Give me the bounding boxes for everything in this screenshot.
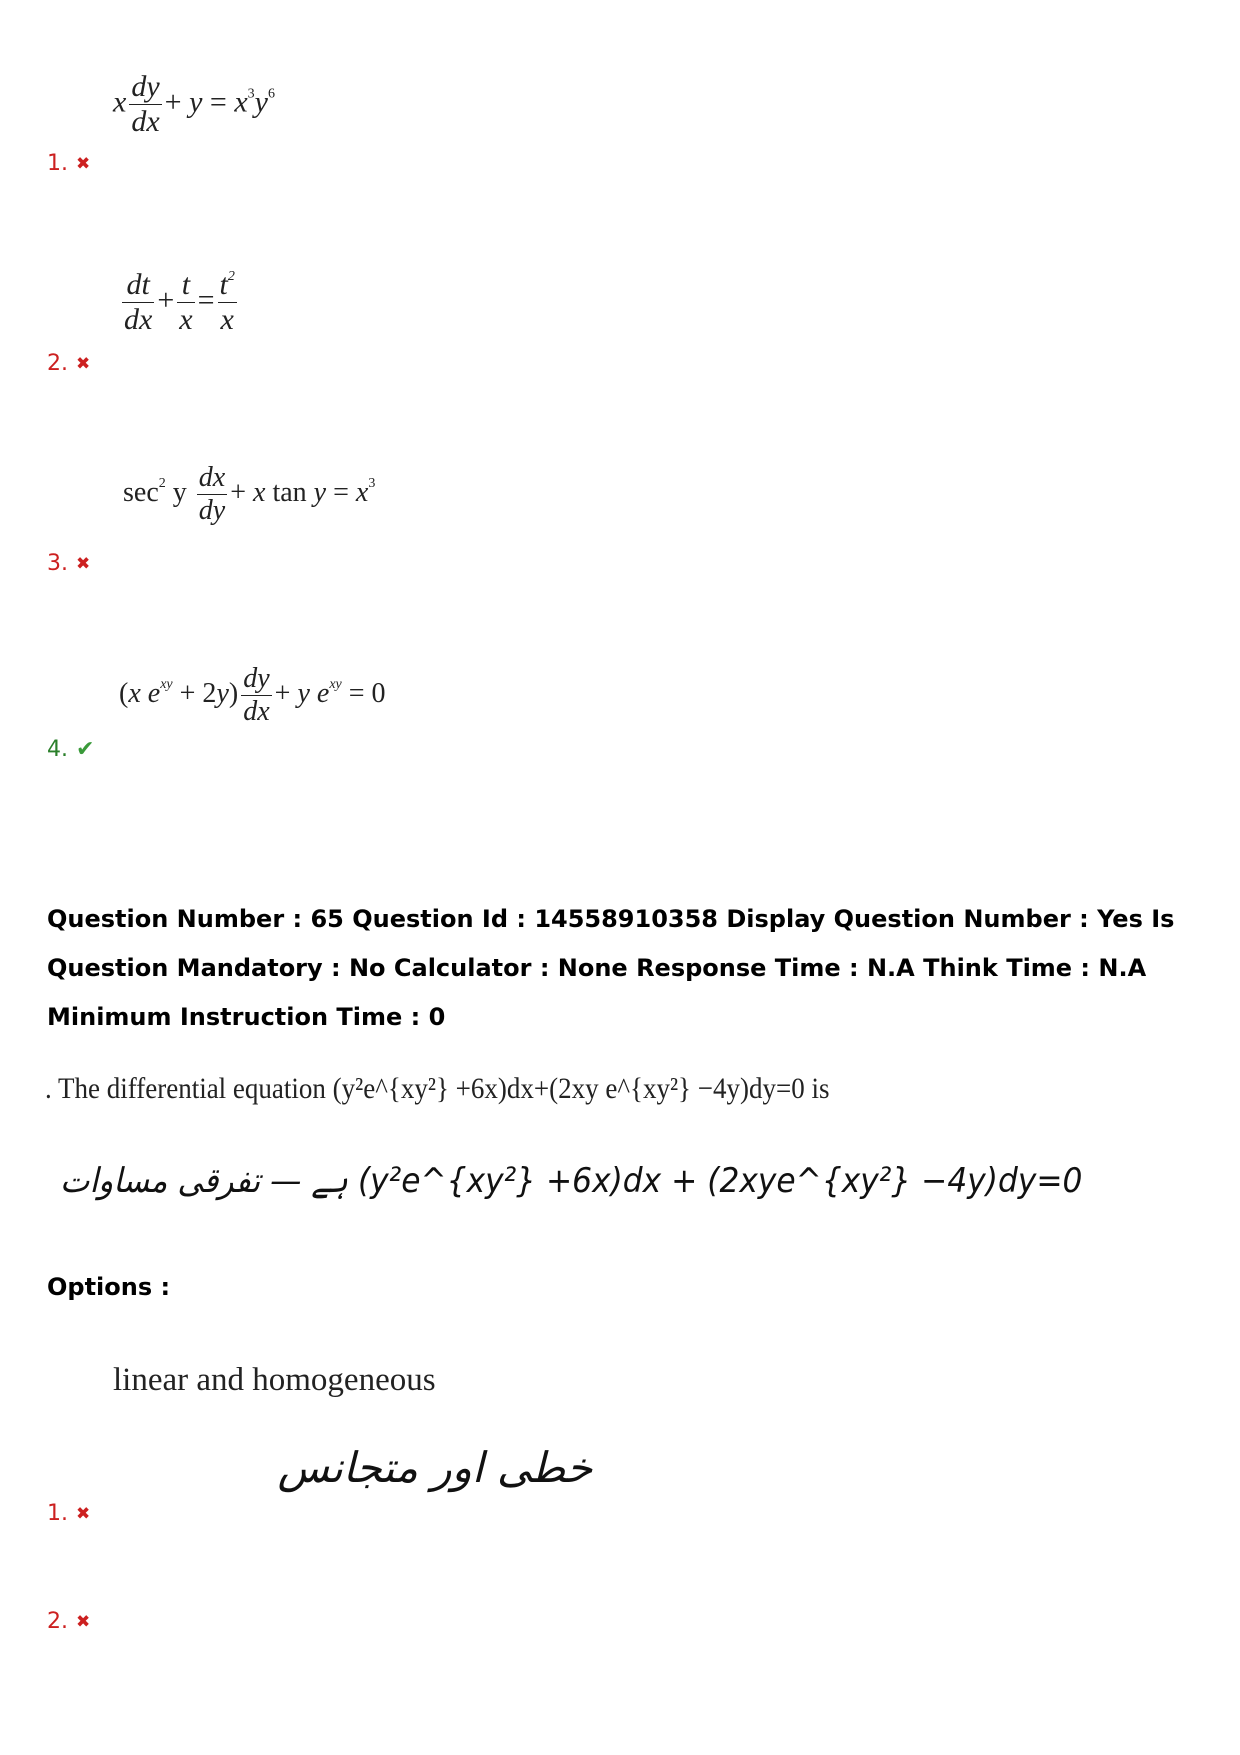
question-text-english — [45, 1072, 829, 1106]
prev-option-4 — [47, 737, 94, 762]
prev-option-3 — [47, 551, 90, 576]
option-number: 1. — [47, 1501, 68, 1526]
question-text-urdu-handwritten — [60, 1160, 1082, 1201]
wrong-mark-icon: ✖ — [76, 553, 91, 574]
option-1-text-urdu-handwritten: خطی اور متجانس — [277, 1443, 593, 1492]
option-1-equation-image: x $\frac{dy}{dx}$ + $y = x^3y^6$ — [113, 70, 275, 138]
options-label: Options : — [47, 1273, 171, 1301]
wrong-mark-icon: ✖ — [76, 1503, 91, 1524]
question-text-urdu-value: ہے — تفرقی مساوات (y²e^{xy²} +6x)dx + (2xye^{xy²} −4y)dy=0 — [60, 1161, 1083, 1201]
wrong-mark-icon: ✖ — [76, 1611, 91, 1632]
option-1-text-english: linear and homogeneous — [113, 1362, 436, 1398]
wrong-mark-icon: ✖ — [76, 353, 91, 374]
prev-option-1 — [47, 151, 90, 176]
option-2-equation-image: $\frac{dt}{dx}$ + $\frac{t}{x}$ = $\frac{t^2}{x}$ — [124, 268, 235, 336]
question-text-english-value: . The differential equation (y²e^{xy²} +6x)dx+(2xy e^{xy²} −4y)dy=0 is — [45, 1072, 830, 1105]
option-2 — [47, 1609, 90, 1634]
option-number: 4. — [47, 737, 68, 762]
option-number: 2. — [47, 1609, 68, 1634]
prev-option-2 — [47, 351, 90, 376]
option-number: 1. — [47, 151, 68, 176]
question-meta: Question Number : 65 Question Id : 14558910358 Display Question Number : Yes Is Question Mandatory : No Calculator : None Response Time : N.A Think Time : N.A Minimum Instruction Time : 0 — [47, 905, 1175, 1031]
option-number: 3. — [47, 551, 68, 576]
option-4-equation-image: (x $e^{xy} + 2y$) $\frac{dy}{dx}$ + y $e^{xy} = 0$ — [119, 663, 386, 727]
correct-check-icon: ✔ — [76, 737, 95, 762]
option-number: 2. — [47, 351, 68, 376]
wrong-mark-icon: ✖ — [76, 153, 91, 174]
option-3-equation-image: $\sec^2 y$ $\frac{dx}{dy}$ + x $\tan y = x^3$ — [123, 462, 376, 526]
option-1 — [47, 1501, 90, 1526]
